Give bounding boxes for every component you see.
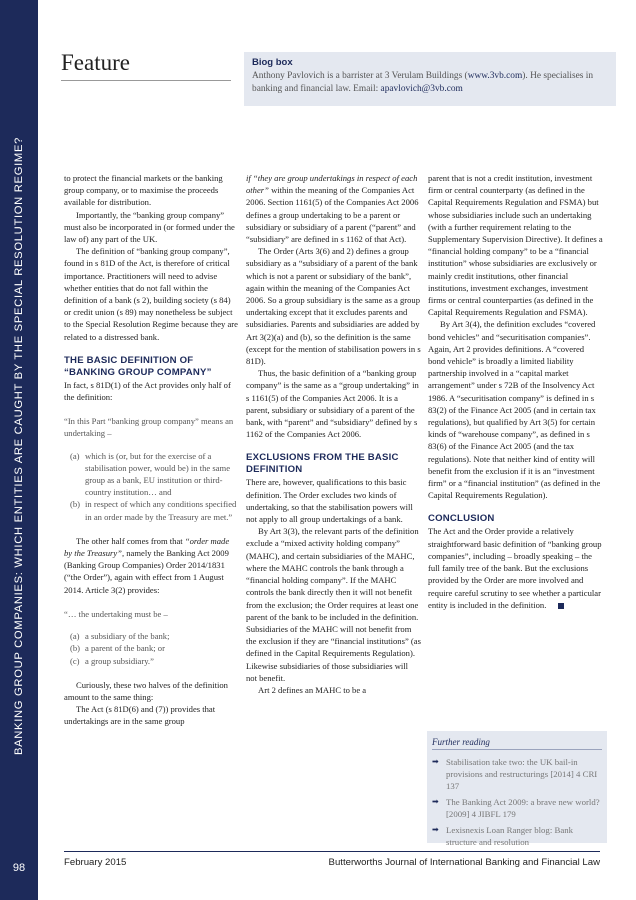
biog-text-part: ). He specialises in banking and financial law. Email: — [252, 71, 594, 94]
paragraph — [428, 525, 603, 610]
further-reading-item[interactable] — [432, 796, 602, 820]
further-reading-text: Stabilisation take two: the UK bail-in provisions and restructurings [2014] 4 CRI 137 — [446, 757, 598, 791]
arrow-icon: ➡ — [432, 757, 439, 766]
quote-item-label: (b) — [70, 499, 81, 510]
text-part: The Act and the Order provide a relatively straightforward basic definition of “banking group companies”, including – broadly speaking – the full family tree of the bank. But the exclusions provided by the Order are more involved and require careful scrutiny to see whether a particular entity is included in the definition. — [428, 526, 602, 610]
quote-item-label: (a) — [70, 450, 80, 461]
paragraph: parent that is not a credit institution, investment firm or central counterparty (as defined in the Capital Requirements Regulation and FSMA) but whose subsidiaries include such an undertaking (with a further requirement relating to the Supplementary Supervision Directive). It defines a “financial holding company” to be a “financial institution” whose subsidiaries are exclusively or mainly credit institutions, other financial institutions, investment exchanges, investment firms or central counterparties (as defined in the Capital Requirements Regulation and FSMA). — [428, 173, 603, 318]
paragraph: Importantly, the “banking group company” must also be incorporated in (or formed under the law of) any part of the UK. — [64, 209, 235, 245]
biog-box — [244, 52, 616, 106]
text-part: , namely the Banking Act 2009 (Banking Group Companies) Order 2014/1831 (“the Order”), again with effect from 1 August 2014. Article 3(2) provides: — [64, 548, 229, 595]
quote-item — [64, 498, 239, 522]
section-heading: EXCLUSIONS FROM THE BASIC DEFINITION — [246, 452, 399, 476]
section-heading: CONCLUSION — [428, 513, 495, 525]
paragraph: Curiously, these two halves of the definition amount to the same thing: — [64, 679, 228, 702]
quote-item-label: (a) — [70, 631, 80, 642]
quote-item-text: in respect of which any conditions specified in an order made by the Treasury are met.” — [85, 499, 237, 522]
quote-item-label: (b) — [70, 643, 81, 654]
page-number: 98 — [12, 862, 26, 874]
end-mark-icon — [558, 603, 564, 609]
further-reading-item[interactable] — [432, 756, 602, 792]
quote-item-text: a group subsidiary.” — [85, 655, 154, 666]
paragraph: By Art 3(4), the definition excludes “covered bond vehicles” and “securitisation companies”. Again, Art 2 provides definitions. A “covered bond vehicle” is broadly a limited liability partnership involved in a “capital market arrangement” under s 72B of the Insolvency Act 1986. A “securitisation company” is defined in s 83(2) of the Finance Act 2005 (and in certain tax regulations), but qualified by Art 3(5) for certain kinds of “warehouse company”, as defined in s 83(6) of the Finance Act 2005 (and the tax regulations). Note that neither kind of entity will benefit from the exclusion if it is an “investment firm” or a “financial institution” (as defined in the Capital Requirements Regulation). — [428, 319, 601, 501]
italic-text: if “they are group undertakings in respect of each other” — [246, 173, 418, 196]
column-2 — [246, 172, 421, 696]
section-rule — [61, 80, 231, 81]
quote-item-label: (c) — [70, 655, 80, 666]
further-reading-text: Lexisnexis Loan Ranger blog: Bank structure and resolution — [446, 825, 574, 847]
quote-item-text: a subsidiary of the bank; — [85, 631, 170, 642]
footer-date: February 2015 — [64, 857, 127, 868]
further-reading-heading: Further reading — [432, 737, 602, 750]
paragraph: Thus, the basic definition of a “banking group company” is the same as a “group undertaking” in s 1161(5) of the Companies Act 2006. It is a parent, subsidiary or subsidiary of a parent of the bank, with “parent” and “subsidiary” defined by s 1162 of the Companies Act 2006. — [246, 368, 419, 440]
arrow-icon: ➡ — [432, 825, 439, 834]
italic-text: “order made by the Treasury” — [64, 535, 230, 559]
biog-text — [252, 70, 608, 96]
paragraph — [64, 535, 239, 596]
paragraph: The Order (Arts 3(6) and 2) defines a group subsidiary as a “subsidiary of a parent of the bank which is not a parent or subsidiary of the bank”, again within the meaning of the Companies Act 2006. So a group subsidiary is the same as a group undertaking except that it excludes parents and subsidiaries. Parents and subsidiaries are added by Art 3(2)(a) and (b), so the definition is the same (except for the mention of stabilisation powers in s 81D). — [246, 246, 421, 367]
text-part: within the meaning of the Companies Act 2006. Section 1161(5) of the Companies Act 2006 defines a group undertaking to be a parent or subsidiary or subsidiary of a parent (“parent” and “subsidiary” are defined in s 1162 of that Act). — [246, 185, 419, 245]
quote-lead: “In this Part “banking group company” means an undertaking – — [64, 416, 234, 439]
sidebar — [0, 0, 38, 900]
paragraph: to protect the financial markets or the banking group company, or to maximise the proceeds available for distribution. — [64, 173, 223, 208]
further-reading-item[interactable] — [432, 824, 602, 848]
website-link[interactable]: www.3vb.com — [467, 71, 523, 81]
biog-heading: Biog box — [252, 57, 293, 68]
quote-item-text: which is (or, but for the exercise of a stabilisation power, would be) in the same group as a bank, EU institution or third-country institution… and — [85, 450, 231, 498]
paragraph: The Act (s 81D(6) and (7)) provides that undertakings are in the same group — [64, 704, 216, 727]
quote-item — [64, 642, 239, 654]
footer-rule — [64, 851, 600, 852]
block-quote — [64, 608, 239, 667]
email-link[interactable]: apavlovich@3vb.com — [380, 84, 463, 94]
column-3 — [428, 172, 603, 611]
column-1 — [64, 172, 239, 728]
footer-journal: Butterworths Journal of International Banking and Financial Law — [328, 857, 600, 868]
quote-item — [64, 630, 239, 642]
quote-item — [64, 655, 239, 667]
block-quote — [64, 415, 239, 523]
sidebar-title: BANKING GROUP COMPANIES: WHICH ENTITIES ARE CAUGHT BY THE SPECIAL RESOLUTION REGIME? — [13, 136, 25, 756]
section-title: Feature — [61, 50, 130, 75]
paragraph: By Art 3(3), the relevant parts of the definition exclude a “mixed activity holding company” (MAHC), and certain subsidiaries of the MAHC, where the MAHC controls the bank through a “financial holding company”. If the MAHC controls the bank directly then it will not benefit from the exclusion; the Order requires at least one parent of the bank to be included in the definition. Subsidiaries of the MAHC will not benefit from the exclusion if they are “financial institutions” (as defined in the Capital Requirements Regulation). Likewise subsidiaries of those subsidiaries will not benefit. — [246, 526, 421, 683]
further-reading-box — [427, 731, 607, 847]
arrow-icon: ➡ — [432, 797, 439, 806]
paragraph — [246, 172, 421, 245]
paragraph: The definition of “banking group company”, found in s 81D of the Act, is therefore of critical importance. Practitioners will need to advise whether entities that do not fall within the definition of a bank (s 2), building society (s 84) or credit union (s 89) may nonetheless be subject to the Special Resolution Regime because they are related to a distressed bank. — [64, 246, 238, 342]
quote-lead: “… the undertaking must be – — [64, 608, 168, 619]
section-heading: THE BASIC DEFINITION OF “BANKING GROUP COMPANY” — [64, 354, 212, 378]
text-part: The other half comes from that — [76, 535, 185, 546]
biog-text-part: Anthony Pavlovich is a barrister at 3 Verulam Buildings ( — [252, 71, 468, 81]
paragraph: There are, however, qualifications to this basic definition. The Order excludes two kinds of undertaking, so that the stabilisation powers will not apply to all group undertakings of a bank. — [246, 477, 413, 525]
further-reading-text: The Banking Act 2009: a brave new world? [2009] 4 JIBFL 179 — [446, 797, 600, 819]
paragraph: Art 2 defines an MAHC to be a — [258, 684, 367, 695]
paragraph: In fact, s 81D(1) of the Act provides only half of the definition: — [64, 379, 231, 403]
quote-item-text: a parent of the bank; or — [85, 643, 165, 654]
quote-item — [64, 450, 239, 499]
